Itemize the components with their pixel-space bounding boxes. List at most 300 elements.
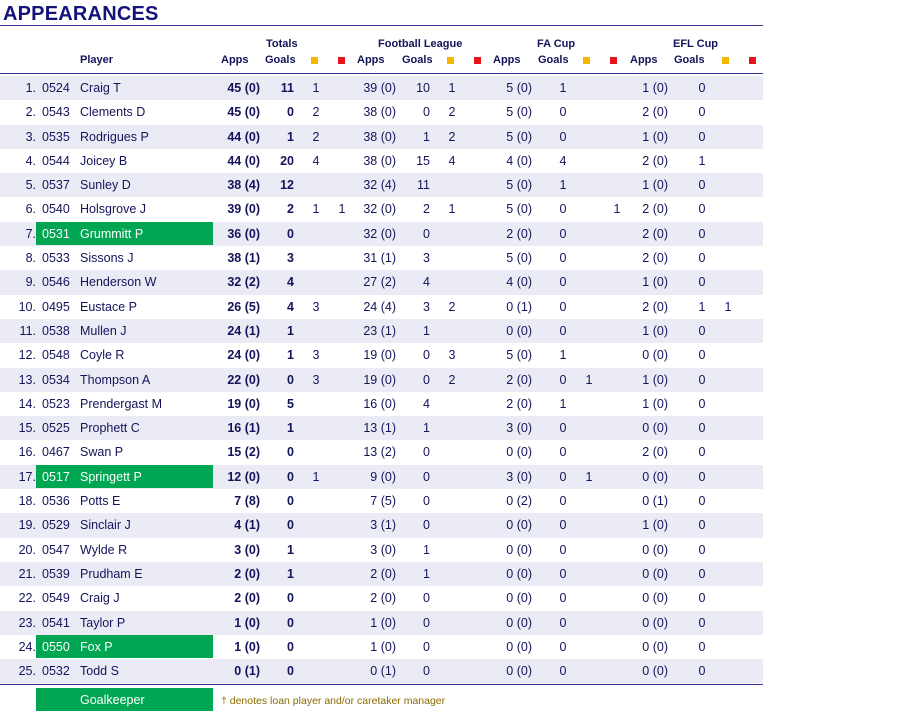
player-name: Eustace P	[80, 299, 137, 314]
red-card-icon	[474, 57, 481, 64]
league-apps: 32 (4)	[363, 178, 396, 193]
fa-cup-apps: 0 (0)	[506, 445, 532, 460]
total-apps: 22 (0)	[227, 372, 260, 387]
yellow-card-icon	[311, 57, 318, 64]
league-yellow-cards: 3	[448, 348, 456, 363]
squad-code: 0547	[42, 542, 70, 557]
fa-cup-apps: 5 (0)	[506, 348, 532, 363]
efl-cup-apps: 2 (0)	[642, 251, 668, 266]
total-apps: 1 (0)	[234, 615, 260, 630]
row-number: 20.	[18, 542, 36, 557]
total-apps: 15 (2)	[227, 445, 260, 460]
squad-code: 0533	[42, 251, 70, 266]
table-row	[0, 149, 763, 173]
total-apps: 38 (1)	[227, 251, 260, 266]
player-name: Todd S	[80, 664, 119, 679]
fa-cup-goals: 0	[559, 542, 567, 557]
league-goals: 0	[423, 518, 430, 533]
efl-cup-goals: 0	[698, 202, 706, 217]
total-goals: 0	[287, 639, 294, 654]
table-row	[0, 465, 763, 489]
total-yellow-cards: 3	[312, 348, 320, 363]
fa-cup-apps: 5 (0)	[506, 178, 532, 193]
row-number: 24.	[18, 639, 36, 654]
fa-cup-goals: 0	[559, 105, 567, 120]
table-row	[0, 659, 763, 683]
total-apps: 36 (0)	[227, 226, 260, 241]
efl-cup-goals: 0	[698, 275, 706, 290]
player-name: Wylde R	[80, 542, 128, 557]
efl-cup-goals: 0	[698, 129, 706, 144]
league-apps: 32 (0)	[363, 202, 396, 217]
squad-code: 0523	[42, 396, 70, 411]
efl-cup-apps: 0 (0)	[642, 664, 668, 679]
total-apps: 7 (8)	[234, 494, 260, 509]
squad-code: 0540	[42, 202, 70, 217]
league-goals: 3	[423, 251, 430, 266]
efl-cup-goals: 0	[698, 518, 706, 533]
total-goals: 0	[287, 518, 294, 533]
league-goals: 4	[423, 275, 430, 290]
total-yellow-cards: 2	[312, 129, 320, 144]
header-player: Player	[80, 54, 114, 66]
league-goals: 11	[417, 178, 430, 193]
table-row	[0, 270, 763, 294]
fa-cup-apps: 0 (1)	[506, 299, 532, 314]
efl-cup-goals: 0	[698, 372, 706, 387]
total-goals: 1	[287, 566, 294, 581]
total-apps: 44 (0)	[227, 129, 260, 144]
league-apps: 2 (0)	[370, 566, 396, 581]
fa-cup-goals: 0	[559, 591, 567, 606]
row-number: 21.	[18, 566, 36, 581]
player-name: Craig T	[80, 81, 121, 95]
row-number: 15.	[18, 421, 36, 436]
efl-cup-goals: 0	[698, 469, 706, 484]
squad-code: 0534	[42, 372, 70, 387]
squad-code: 0537	[42, 178, 70, 193]
player-name: Mullen J	[80, 323, 127, 338]
total-goals: 0	[287, 615, 294, 630]
efl-cup-apps: 0 (0)	[642, 469, 668, 484]
table-row	[0, 197, 763, 221]
league-apps: 19 (0)	[363, 348, 396, 363]
efl-cup-apps: 1 (0)	[642, 129, 668, 144]
red-card-icon	[749, 57, 756, 64]
fa-cup-goals: 0	[559, 129, 567, 144]
league-apps: 0 (1)	[370, 664, 396, 679]
fa-cup-goals: 0	[559, 226, 567, 241]
table-row	[0, 125, 763, 149]
squad-code: 0549	[42, 591, 70, 606]
page-title: APPEARANCES	[3, 3, 159, 25]
row-number: 12.	[18, 348, 36, 363]
total-apps: 32 (2)	[227, 275, 260, 290]
player-name: Clements D	[80, 105, 146, 120]
table-row	[0, 416, 763, 440]
header-totals: Totals	[266, 38, 298, 50]
header-fa-cup: FA Cup	[537, 38, 576, 50]
total-yellow-cards: 4	[312, 153, 320, 168]
squad-code: 0538	[42, 323, 70, 338]
fa-cup-goals: 0	[559, 469, 567, 484]
fa-cup-apps: 3 (0)	[506, 469, 532, 484]
efl-cup-apps: 2 (0)	[642, 202, 668, 217]
efl-cup-apps: 1 (0)	[642, 178, 668, 193]
fa-cup-apps: 0 (2)	[506, 494, 532, 509]
fa-cup-apps: 5 (0)	[506, 81, 532, 95]
league-apps: 31 (1)	[363, 251, 396, 266]
efl-cup-goals: 0	[698, 445, 706, 460]
table-bottom-divider	[0, 684, 763, 685]
league-yellow-cards: 2	[448, 372, 456, 387]
total-apps: 45 (0)	[227, 81, 260, 95]
league-goals: 0	[423, 494, 430, 509]
fa-cup-apps: 0 (0)	[506, 323, 532, 338]
league-goals: 1	[423, 566, 430, 581]
efl-cup-goals: 1	[698, 299, 706, 314]
player-name: Springett P	[80, 469, 142, 484]
player-name: Henderson W	[80, 275, 157, 290]
table-row	[0, 173, 763, 197]
efl-cup-goals: 0	[698, 81, 706, 95]
league-goals: 0	[423, 591, 430, 606]
total-goals: 12	[280, 178, 294, 193]
total-goals: 11	[280, 81, 294, 95]
league-apps: 38 (0)	[363, 129, 396, 144]
fa-cup-apps: 5 (0)	[506, 251, 532, 266]
fa-cup-goals: 0	[559, 445, 567, 460]
fa-cup-goals: 0	[559, 202, 567, 217]
total-apps: 1 (0)	[234, 639, 260, 654]
row-number: 2.	[25, 105, 36, 120]
efl-cup-apps: 0 (0)	[642, 615, 668, 630]
squad-code: 0532	[42, 664, 70, 679]
fa-cup-apps: 0 (0)	[506, 615, 532, 630]
squad-code: 0467	[42, 445, 70, 460]
efl-cup-apps: 0 (0)	[642, 421, 668, 436]
efl-cup-goals: 0	[698, 396, 706, 411]
total-apps: 26 (5)	[227, 299, 260, 314]
efl-cup-goals: 0	[698, 494, 706, 509]
efl-cup-goals: 0	[698, 639, 706, 654]
league-goals: 1	[423, 129, 430, 144]
player-name: Sissons J	[80, 251, 134, 266]
efl-cup-goals: 0	[698, 348, 706, 363]
header-efl-goals: Goals	[674, 54, 705, 66]
efl-cup-goals: 0	[698, 178, 706, 193]
league-goals: 0	[423, 664, 430, 679]
row-number: 4.	[25, 153, 36, 168]
table-row	[0, 586, 763, 610]
total-yellow-cards: 2	[312, 105, 320, 120]
fa-cup-apps: 5 (0)	[506, 105, 532, 120]
total-goals: 0	[287, 445, 294, 460]
fa-cup-goals: 1	[559, 396, 567, 411]
total-apps: 4 (1)	[234, 518, 260, 533]
squad-code: 0536	[42, 494, 70, 509]
fa-cup-goals: 0	[559, 566, 567, 581]
fa-cup-apps: 4 (0)	[506, 275, 532, 290]
league-goals: 2	[423, 202, 430, 217]
total-yellow-cards: 3	[312, 299, 320, 314]
player-name: Coyle R	[80, 348, 125, 363]
table-row	[0, 489, 763, 513]
row-number: 23.	[18, 615, 36, 630]
efl-cup-goals: 0	[698, 105, 706, 120]
fa-cup-apps: 0 (0)	[506, 591, 532, 606]
player-name: Sunley D	[80, 178, 131, 193]
league-apps: 3 (1)	[370, 518, 396, 533]
league-goals: 0	[423, 469, 430, 484]
table-row	[0, 100, 763, 124]
total-apps: 24 (1)	[227, 323, 260, 338]
row-number: 1.	[25, 81, 36, 95]
header-fa-apps: Apps	[493, 54, 521, 66]
fa-cup-goals: 4	[559, 153, 567, 168]
efl-cup-apps: 1 (0)	[642, 518, 668, 533]
player-name: Holsgrove J	[80, 202, 146, 217]
red-card-icon	[610, 57, 617, 64]
squad-code: 0529	[42, 518, 70, 533]
table-row	[0, 222, 763, 246]
league-apps: 2 (0)	[370, 591, 396, 606]
total-goals: 0	[287, 372, 294, 387]
row-number: 22.	[18, 591, 36, 606]
total-apps: 2 (0)	[234, 566, 260, 581]
table-row	[0, 538, 763, 562]
squad-code: 0550	[42, 639, 70, 654]
total-goals: 0	[287, 469, 294, 484]
total-goals: 5	[287, 396, 294, 411]
efl-cup-apps: 1 (0)	[642, 323, 668, 338]
league-apps: 1 (0)	[370, 615, 396, 630]
efl-cup-goals: 0	[698, 591, 706, 606]
total-apps: 44 (0)	[227, 153, 260, 168]
player-name: Thompson A	[80, 372, 151, 387]
fa-cup-goals: 1	[559, 348, 567, 363]
row-number: 7.	[25, 226, 36, 241]
header-totals-apps: Apps	[221, 54, 249, 66]
total-goals: 0	[287, 494, 294, 509]
total-goals: 4	[287, 299, 294, 314]
total-apps: 19 (0)	[227, 396, 260, 411]
yellow-card-icon	[583, 57, 590, 64]
fa-cup-goals: 1	[559, 81, 567, 95]
table-row	[0, 319, 763, 343]
total-yellow-cards: 3	[312, 372, 320, 387]
total-apps: 45 (0)	[227, 105, 260, 120]
league-apps: 13 (1)	[363, 421, 396, 436]
fa-cup-goals: 0	[559, 372, 567, 387]
squad-code: 0531	[42, 226, 70, 241]
total-goals: 20	[280, 153, 294, 168]
row-number: 18.	[18, 494, 36, 509]
fa-cup-goals: 0	[559, 251, 567, 266]
row-number: 10.	[18, 299, 36, 314]
squad-code: 0548	[42, 348, 70, 363]
league-goals: 3	[423, 299, 430, 314]
row-number: 14.	[18, 396, 36, 411]
efl-cup-apps: 2 (0)	[642, 226, 668, 241]
fa-cup-goals: 0	[559, 421, 567, 436]
league-apps: 3 (0)	[370, 542, 396, 557]
yellow-card-icon	[447, 57, 454, 64]
league-yellow-cards: 2	[448, 105, 456, 120]
header-efl-cup: EFL Cup	[673, 38, 719, 50]
goalkeeper-legend-label: Goalkeeper	[80, 693, 145, 707]
fa-cup-goals: 0	[559, 323, 567, 338]
league-goals: 0	[423, 372, 430, 387]
row-number: 25.	[18, 664, 36, 679]
league-apps: 16 (0)	[363, 396, 396, 411]
total-goals: 0	[287, 591, 294, 606]
fa-cup-goals: 0	[559, 664, 567, 679]
efl-cup-apps: 0 (0)	[642, 639, 668, 654]
squad-code: 0525	[42, 421, 70, 436]
league-apps: 19 (0)	[363, 372, 396, 387]
efl-cup-apps: 0 (0)	[642, 566, 668, 581]
fa-cup-apps: 2 (0)	[506, 226, 532, 241]
league-apps: 38 (0)	[363, 105, 396, 120]
league-goals: 0	[423, 639, 430, 654]
total-goals: 1	[287, 421, 294, 436]
total-goals: 1	[287, 129, 294, 144]
total-goals: 3	[287, 251, 294, 266]
total-goals: 1	[287, 542, 294, 557]
loan-player-note: † denotes loan player and/or caretaker manager	[221, 695, 446, 707]
league-yellow-cards: 2	[448, 129, 456, 144]
efl-cup-goals: 0	[698, 566, 706, 581]
league-goals: 0	[423, 348, 430, 363]
total-goals: 1	[287, 323, 294, 338]
row-number: 19.	[18, 518, 36, 533]
row-number: 8.	[25, 251, 36, 266]
row-number: 6.	[25, 202, 36, 217]
fa-cup-apps: 0 (0)	[506, 542, 532, 557]
appearances-table	[0, 76, 763, 683]
row-number: 9.	[25, 275, 36, 290]
efl-cup-apps: 0 (0)	[642, 591, 668, 606]
efl-cup-apps: 2 (0)	[642, 153, 668, 168]
efl-cup-apps: 2 (0)	[642, 445, 668, 460]
efl-cup-goals: 0	[698, 251, 706, 266]
fa-cup-apps: 2 (0)	[506, 396, 532, 411]
table-row	[0, 392, 763, 416]
efl-cup-apps: 0 (1)	[642, 494, 668, 509]
table-row	[0, 635, 763, 659]
total-apps: 38 (4)	[227, 178, 260, 193]
player-name: Craig J	[80, 591, 120, 606]
header-fa-goals: Goals	[538, 54, 569, 66]
row-number: 17.	[18, 469, 36, 484]
player-name: Taylor P	[80, 615, 126, 630]
total-apps: 2 (0)	[234, 591, 260, 606]
league-apps: 32 (0)	[363, 226, 396, 241]
total-goals: 4	[287, 275, 294, 290]
league-apps: 39 (0)	[363, 81, 396, 95]
league-goals: 10	[416, 81, 430, 95]
league-goals: 4	[423, 396, 430, 411]
squad-code: 0539	[42, 566, 70, 581]
total-apps: 3 (0)	[234, 542, 260, 557]
total-goals: 0	[287, 226, 294, 241]
table-row	[0, 343, 763, 367]
fa-cup-apps: 2 (0)	[506, 372, 532, 387]
efl-cup-goals: 0	[698, 226, 706, 241]
table-row	[0, 611, 763, 635]
efl-cup-apps: 1 (0)	[642, 396, 668, 411]
squad-code: 0535	[42, 129, 70, 144]
league-apps: 7 (5)	[370, 494, 396, 509]
table-row	[0, 440, 763, 464]
table-row	[0, 246, 763, 270]
squad-code: 0544	[42, 153, 70, 168]
player-name: Fox P	[80, 639, 113, 654]
efl-cup-yellow-cards: 1	[724, 299, 732, 314]
league-apps: 23 (1)	[363, 323, 396, 338]
fa-cup-goals: 0	[559, 639, 567, 654]
table-row	[0, 76, 763, 100]
fa-cup-goals: 0	[559, 518, 567, 533]
squad-code: 0495	[42, 299, 70, 314]
total-yellow-cards: 1	[312, 469, 320, 484]
total-goals: 1	[287, 348, 294, 363]
header-divider	[0, 73, 763, 74]
league-goals: 0	[423, 105, 430, 120]
league-goals: 1	[423, 421, 430, 436]
league-apps: 27 (2)	[363, 275, 396, 290]
header-league-goals: Goals	[402, 54, 433, 66]
efl-cup-apps: 0 (0)	[642, 542, 668, 557]
league-goals: 0	[423, 226, 430, 241]
fa-cup-apps: 0 (0)	[506, 518, 532, 533]
table-row	[0, 368, 763, 392]
fa-cup-apps: 0 (0)	[506, 664, 532, 679]
efl-cup-goals: 0	[698, 664, 706, 679]
league-goals: 15	[416, 153, 430, 168]
player-name: Rodrigues P	[80, 129, 149, 144]
league-apps: 13 (2)	[363, 445, 396, 460]
total-apps: 16 (1)	[227, 421, 260, 436]
efl-cup-goals: 0	[698, 615, 706, 630]
player-name: Prudham E	[80, 566, 143, 581]
player-name: Grummitt P	[80, 226, 144, 241]
total-yellow-cards: 1	[312, 81, 320, 95]
fa-cup-goals: 0	[559, 494, 567, 509]
efl-cup-apps: 1 (0)	[642, 275, 668, 290]
title-divider	[0, 25, 763, 26]
efl-cup-apps: 1 (0)	[642, 81, 668, 95]
league-goals: 1	[423, 542, 430, 557]
league-apps: 1 (0)	[370, 639, 396, 654]
header-league-apps: Apps	[357, 54, 385, 66]
row-number: 11.	[19, 323, 36, 338]
efl-cup-goals: 1	[698, 153, 706, 168]
squad-code: 0524	[42, 81, 70, 95]
player-name: Potts E	[80, 494, 121, 509]
fa-cup-apps: 0 (0)	[506, 566, 532, 581]
row-number: 16.	[18, 445, 36, 460]
squad-code: 0543	[42, 105, 70, 120]
fa-cup-yellow-cards: 1	[585, 469, 593, 484]
header-football-league: Football League	[378, 38, 463, 50]
efl-cup-goals: 0	[698, 542, 706, 557]
league-yellow-cards: 1	[448, 202, 456, 217]
efl-cup-apps: 2 (0)	[642, 299, 668, 314]
fa-cup-apps: 5 (0)	[506, 202, 532, 217]
efl-cup-apps: 2 (0)	[642, 105, 668, 120]
